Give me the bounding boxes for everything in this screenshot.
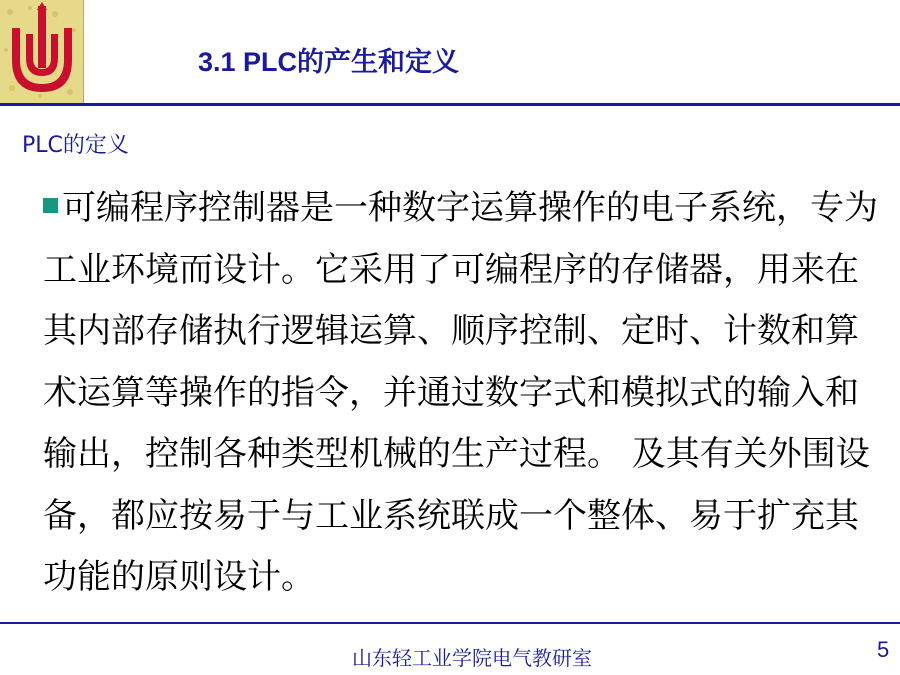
page-title: 3.1 PLC的产生和定义 [198, 47, 460, 77]
section-heading: PLC的定义 [22, 133, 129, 158]
university-emblem-icon [0, 0, 84, 104]
footer-organization: 山东轻工业学院电气教研室 [352, 646, 592, 670]
header-divider [0, 103, 900, 106]
page-number: 5 [877, 637, 890, 662]
footer-divider [0, 622, 900, 624]
body-text: 可编程序控制器是一种数字运算操作的电子系统，专为工业环境而设计。它采用了可编程序的存储器，用来在其内部存储执行逻辑运算、顺序控制、定时、计数和算术运算等操作的指令，并通过数字式和模拟式的输入和输出，控制各种类型机械的生产过程。 及其有关外围设备，都应按易于与工业系统联成一个整体、易于扩充其功能的原则设计。 [43, 188, 878, 597]
square-bullet-icon [43, 198, 58, 213]
body-paragraph [43, 178, 883, 609]
